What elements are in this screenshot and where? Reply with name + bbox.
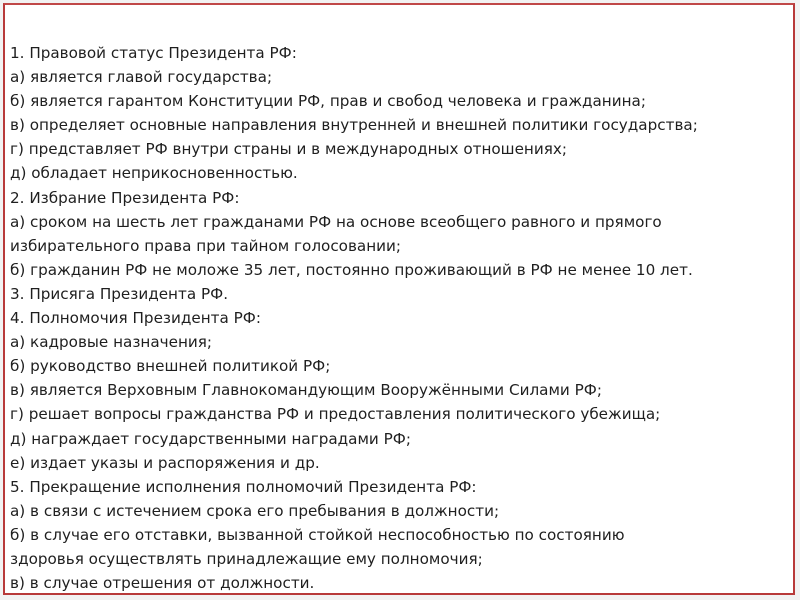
list-item: г) представляет РФ внутри страны и в международных отношениях; [10, 140, 567, 159]
text-body [10, 41, 795, 595]
list-item: б) в случае его отставки, вызванной стойкой неспособностью по состоянию [10, 525, 625, 544]
list-item: в) в случае отрешения от должности. [10, 574, 315, 593]
list-item-continued: здоровья осуществлять принадлежащие ему полномочия; [10, 549, 483, 568]
list-item: б) является гарантом Конституции РФ, прав и свобод человека и гражданина; [10, 92, 646, 111]
heading-powers: 4. Полномочия Президента РФ: [10, 309, 261, 328]
list-item: в) является Верховным Главнокомандующим Вооружёнными Силами РФ; [10, 381, 602, 400]
list-item: б) гражданин РФ не моложе 35 лет, постоянно проживающий в РФ не менее 10 лет. [10, 260, 693, 279]
list-item: г) решает вопросы гражданства РФ и предоставления политического убежища; [10, 405, 661, 424]
content-frame [3, 3, 795, 595]
list-item: д) обладает неприкосновенностью. [10, 164, 298, 183]
list-item: а) кадровые назначения; [10, 333, 213, 352]
heading-election: 2. Избрание Президента РФ: [10, 188, 240, 207]
list-item: в) определяет основные направления внутренней и внешней политики государства; [10, 116, 698, 135]
list-item: б) руководство внешней политикой РФ; [10, 357, 331, 376]
list-item: а) сроком на шесть лет гражданами РФ на основе всеобщего равного и прямого [10, 212, 662, 231]
heading-oath: 3. Присяга Президента РФ. [10, 284, 229, 303]
heading-legal-status: 1. Правовой статус Президента РФ: [10, 44, 297, 62]
list-item: д) награждает государственными наградами РФ; [10, 429, 411, 448]
list-item: а) в связи с истечением срока его пребывания в должности; [10, 501, 500, 520]
heading-termination: 5. Прекращение исполнения полномочий Президента РФ: [10, 477, 477, 496]
list-item: а) является главой государства; [10, 68, 273, 87]
list-item-continued: избирательного права при тайном голосовании; [10, 236, 402, 255]
list-item: е) издает указы и распоряжения и др. [10, 453, 320, 472]
